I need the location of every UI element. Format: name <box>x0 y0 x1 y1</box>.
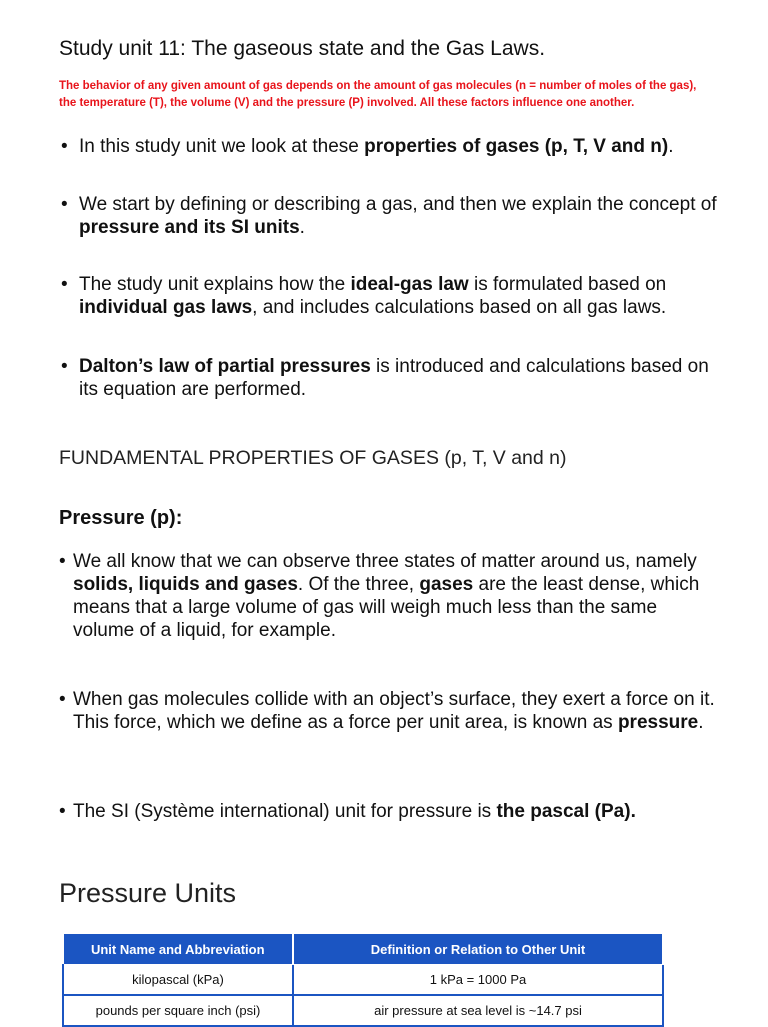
bullet-item: • Dalton’s law of partial pressures is introduced and calculations based on its equation are performed. <box>61 356 709 400</box>
intro-bullet-list <box>59 273 729 319</box>
table-cell: air pressure at sea level is ~14.7 psi <box>293 995 663 1026</box>
column-header: Definition or Relation to Other Unit <box>293 934 663 965</box>
bullet-icon: • <box>59 551 66 572</box>
table-cell: pounds per square inch (psi) <box>63 995 293 1026</box>
bullet-item: • When gas molecules collide with an object’s surface, they exert a force on it. This force, which we define as a force per unit area, is known as pressure. <box>59 689 715 733</box>
bullet-item: • In this study unit we look at these properties of gases (p, T, V and n). <box>61 136 674 157</box>
pressure-heading: Pressure (p): <box>59 507 183 529</box>
bullet-item: • The study unit explains how the ideal-gas law is formulated based on individual gas laws, and includes calculations based on all gas laws. <box>61 274 667 318</box>
column-header: Unit Name and Abbreviation <box>63 934 293 965</box>
intro-bullet-list <box>59 135 729 158</box>
table-cell: 1 kPa = 1000 Pa <box>293 965 663 996</box>
table-cell: kilopascal (kPa) <box>63 965 293 996</box>
pressure-bullet-list <box>59 550 719 642</box>
pressure-units-table <box>62 933 664 1027</box>
table-row <box>63 965 663 996</box>
pressure-bullet-list <box>59 688 719 734</box>
units-heading: Pressure Units <box>59 878 237 908</box>
bullet-icon: • <box>61 194 68 215</box>
pressure-bullet-list <box>59 800 719 823</box>
bullet-item: • We all know that we can observe three states of matter around us, namely solids, liquids and gases. Of the three, gases are the least dense, which means that a large volume of gas will weigh much less than the same volume of a liquid, for example. <box>59 551 700 641</box>
bullet-item: • We start by defining or describing a gas, and then we explain the concept of pressure and its SI units. <box>61 194 717 238</box>
page-title: Study unit 11: The gaseous state and the Gas Laws. <box>59 37 546 60</box>
bullet-icon: • <box>61 136 68 157</box>
table-row <box>63 995 663 1026</box>
section-heading: FUNDAMENTAL PROPERTIES OF GASES (p, T, V and n) <box>59 447 567 469</box>
bullet-icon: • <box>59 689 66 710</box>
intro-note: The behavior of any given amount of gas depends on the amount of gas molecules (n = number of moles of the gas), the temperature (T), the volume (V) and the pressure (P) involved. All these factors influence one another. <box>59 80 697 109</box>
bullet-icon: • <box>61 356 68 377</box>
table-header-row <box>63 934 663 965</box>
bullet-icon: • <box>59 801 66 822</box>
intro-bullet-list <box>59 193 729 239</box>
bullet-item: • The SI (Système international) unit for pressure is the pascal (Pa). <box>59 801 636 822</box>
intro-bullet-list <box>59 355 729 401</box>
bullet-icon: • <box>61 274 68 295</box>
